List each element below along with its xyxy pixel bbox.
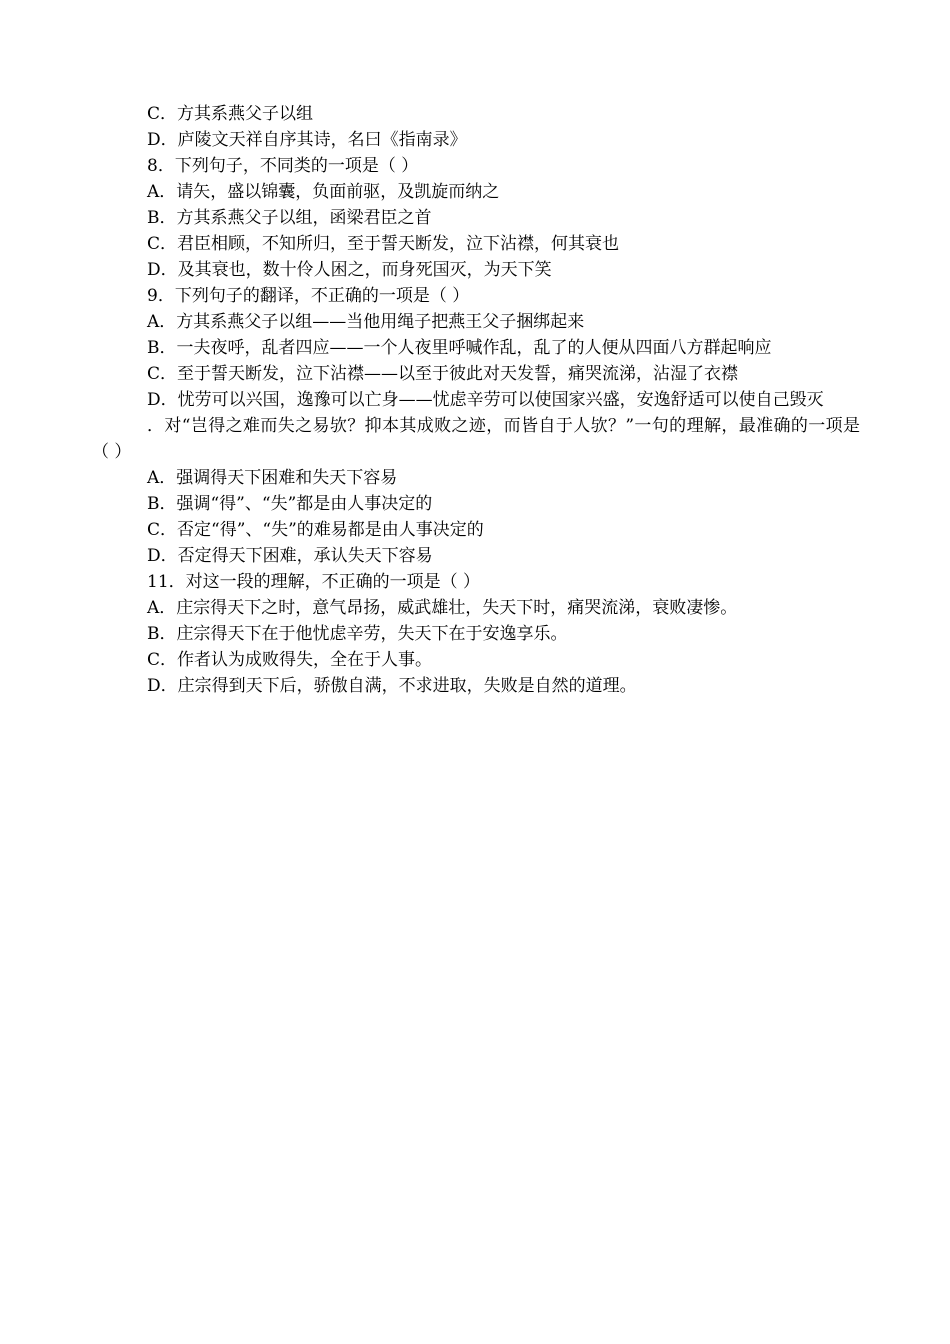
question-10-option-d: D．否定得天下困难，承认失天下容易 xyxy=(147,546,433,566)
question-8-option-a: A．请矢，盛以锦囊，负面前驱，及凯旋而纳之 xyxy=(147,182,500,202)
question-9-option-c: C．至于誓天断发，泣下沾襟——以至于彼此对天发誓，痛哭流涕，沾湿了衣襟 xyxy=(147,364,739,384)
question-9-option-a: A．方其系燕父子以组——当他用绳子把燕王父子捆绑起来 xyxy=(147,312,585,332)
question-11-option-d: D．庄宗得到天下后，骄傲自满，不求进取，失败是自然的道理。 xyxy=(147,676,637,696)
question-9-option-b: B．一夫夜呼，乱者四应——一个人夜里呼喊作乱，乱了的人便从四面八方群起响应 xyxy=(147,338,772,358)
question-10-option-a: A．强调得天下困难和失天下容易 xyxy=(147,468,398,488)
question-8: 8．下列句子，不同类的一项是（ ） xyxy=(147,156,419,176)
question-11-option-c: C．作者认为成败得失，全在于人事。 xyxy=(147,650,433,670)
question-10-option-c: C．否定“得”、“失”的难易都是由人事决定的 xyxy=(147,520,484,540)
question-9-option-d: D．忧劳可以兴国，逸豫可以亡身——忧虑辛劳可以使国家兴盛，安逸舒适可以使自己毁灭 xyxy=(147,390,824,410)
option-c-line: C．方其系燕父子以组 xyxy=(147,104,314,124)
question-11: 11．对这一段的理解，不正确的一项是（ ） xyxy=(147,572,481,592)
document-page xyxy=(92,101,860,699)
question-8-option-c: C．君臣相顾，不知所归，至于誓天断发，泣下沾襟，何其衰也 xyxy=(147,234,620,254)
question-10: ．对“岂得之难而失之易欤？抑本其成败之迹，而皆自于人欤？”一句的理解，最准确的一项是（ ） xyxy=(92,416,860,462)
question-11-option-b: B．庄宗得天下在于他忧虑辛劳，失天下在于安逸享乐。 xyxy=(147,624,568,644)
question-10-option-b: B．强调“得”、“失”都是由人事决定的 xyxy=(147,494,433,514)
question-9: 9．下列句子的翻译，不正确的一项是（ ） xyxy=(147,286,470,306)
question-8-option-d: D．及其衰也，数十伶人困之，而身死国灭，为天下笑 xyxy=(147,260,552,280)
question-11-option-a: A．庄宗得天下之时，意气昂扬，威武雄壮，失天下时，痛哭流涕，衰败凄惨。 xyxy=(147,598,738,618)
question-8-option-b: B．方其系燕父子以组，函梁君臣之首 xyxy=(147,208,432,228)
option-d-line: D．庐陵文天祥自序其诗，名曰《指南录》 xyxy=(147,130,467,150)
